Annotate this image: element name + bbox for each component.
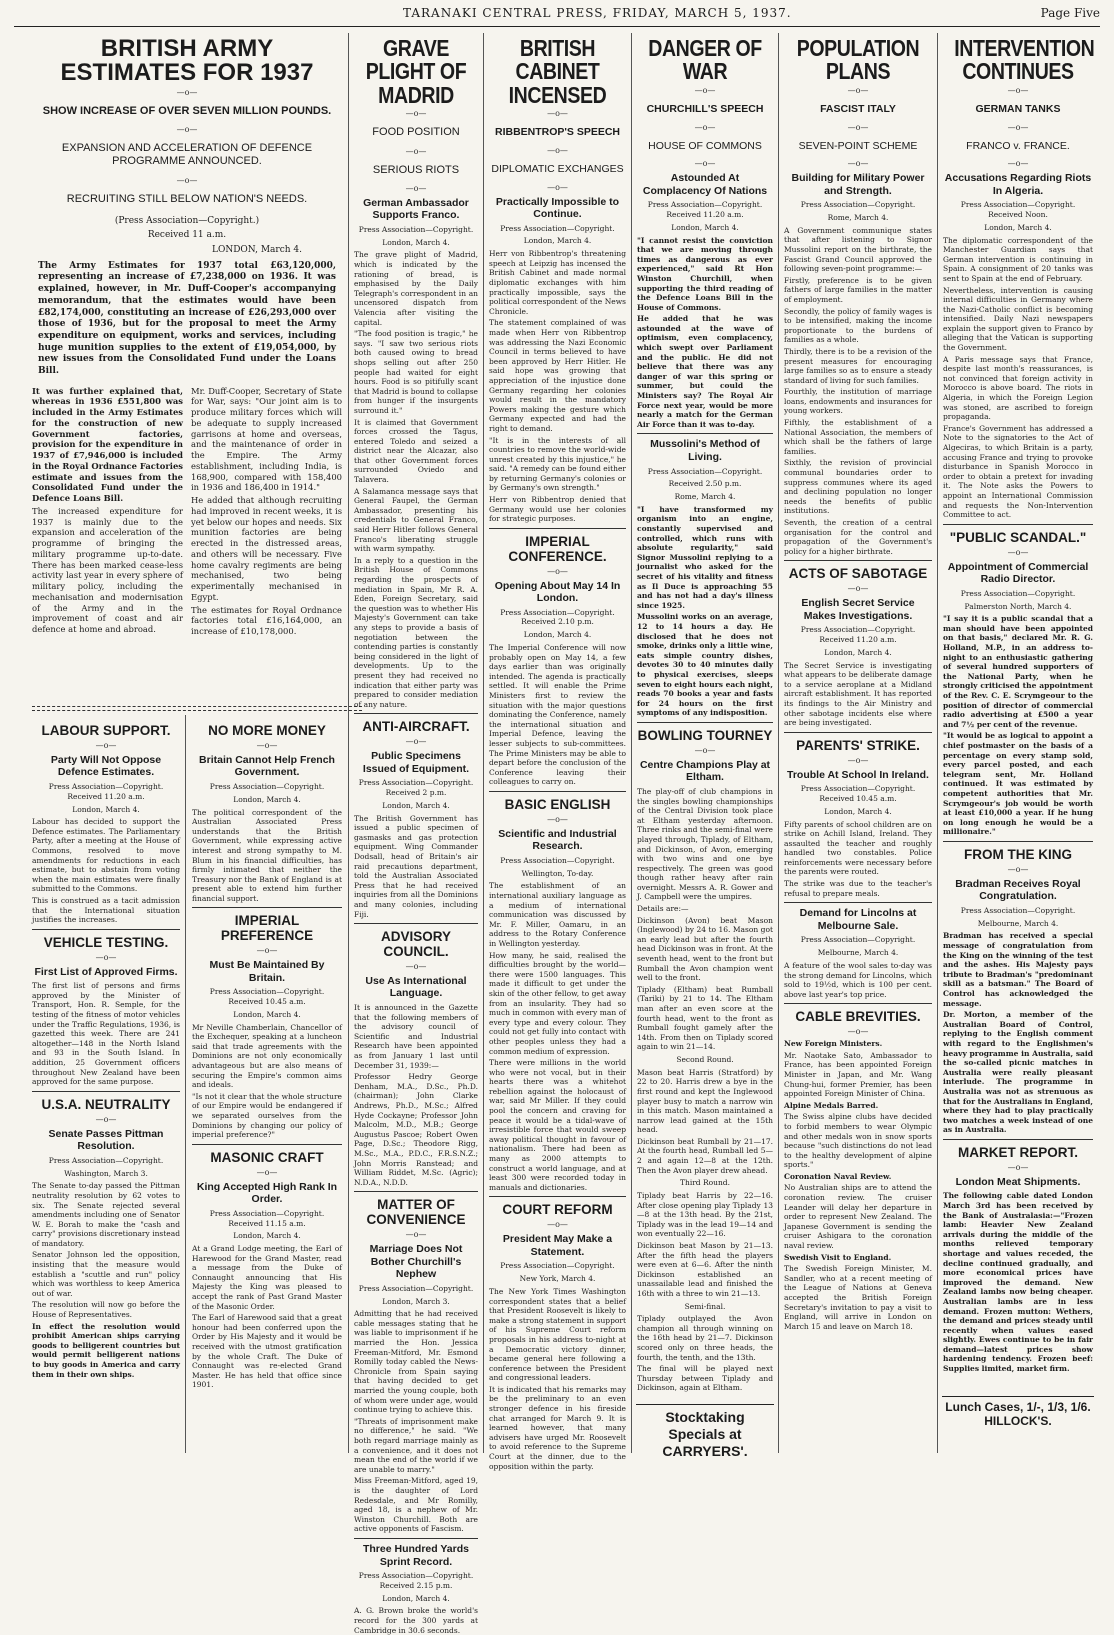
headline: Must Be Maintained By Britain. bbox=[209, 959, 325, 984]
subhead: RIBBENTROP'S SPEECH bbox=[494, 126, 620, 139]
paragraph: "Is not it clear that the whole structure of our Empire would be endangered if we separated ourselves from the Dominions by changing our policy of imperial preference?" bbox=[192, 1091, 342, 1140]
headline: Demand for Lincolns at Melbourne Sale. bbox=[799, 907, 917, 932]
paragraph: The New York Times Washington correspondent states that a belief that President Roosevelt is likely to make a strong statement in support of his Supreme Court reform proposals in his address to-night at a Democratic victory dinner, became general here following a conference between the President and congressional leaders. bbox=[489, 1286, 626, 1383]
kicker: LABOUR SUPPORT. bbox=[41, 723, 171, 738]
paragraph: Professor Hedry George Denham, M.A., D.Sc., Ph.D. (chairman); John Clarke Andrews, Ph.D., M.Sc.; Alfred Hyde Cockayne; Professor John Malcolm, M.D., M.B.; George Augustus Pascoe; Robert Owen Page, D.Sc.; Theodore Rigg, M.Sc., M.A., P.D.C., F.R.S.N.Z.; John Morris Ranstead; and William Riddet, M.Sc. (Agric); N.D.A., N.D.D. bbox=[354, 1072, 478, 1187]
paragraph: This is construed as a tacit admission that the International situation justifies the increases. bbox=[32, 896, 180, 925]
credit: Press Association—Copyright. Received 10.45 a.m. bbox=[800, 784, 916, 803]
brief-title: Coronation Naval Review. bbox=[784, 1171, 892, 1181]
headline: Senate Passes Pittman Resolution. bbox=[48, 1127, 164, 1153]
paragraph: Firstly, preference is to be given fathers of large families in the matter of employment. bbox=[784, 275, 932, 304]
column-1 bbox=[28, 718, 184, 1453]
subhead: Semi-final. bbox=[684, 1301, 726, 1311]
subhead: SEVEN-POINT SCHEME bbox=[798, 139, 918, 152]
paragraph: "I have transformed my organism into an engine, constantly supervised and controlled, which runs with absolute regularity," said Signor Mussolini replying to a journalist who asked for the secret of his vitality and fitness as Il Duce is approaching 55 and has not had a day's illness since 1925. bbox=[637, 504, 773, 610]
paragraph: "The food position is tragic," he says. "I saw two serious riots both caused owing to bread shops selling out after 250 people had waited for eight hours. Food is so pitifully scant that Madrid is bound to collapse from hunger if the insurgents surround it." bbox=[354, 329, 478, 415]
divider: —o— bbox=[847, 159, 869, 169]
paragraph: The statement complained of was made when Herr von Ribbentrop was addressing the Nazi Economic Council in terms believed to have been approved by Herr Hitler. He said hope was growing that appreciation of the injustice done Germany regarding her colonies would result in the mandatory Powers making the gesture which Germany expected and had the right to demand. bbox=[489, 318, 626, 433]
headline: Appointment of Commercial Radio Director. bbox=[947, 560, 1089, 586]
dateline: Rome, March 4. bbox=[827, 213, 889, 223]
dateline: Palmerston North, March 4. bbox=[964, 601, 1072, 611]
paragraph: Miss Freeman-Mitford, aged 19, is the daughter of Lord Redesdale, and Mr Romilly, aged 18, is a nephew of Mr. Winston Churchill. Both are active opponents of Fascism. bbox=[354, 1476, 478, 1534]
credit: Press Association—Copyright. bbox=[960, 588, 1076, 598]
divider: —o— bbox=[405, 183, 427, 193]
paragraph: Mr. Naotake Sato, Ambassador to France, has been appointed Foreign Minister in Japan, and Mr. Wang Chung-hui, former Premier, has been appointed Foreign Minister of China. bbox=[784, 1050, 932, 1099]
headline: President May Make a Statement. bbox=[502, 1233, 613, 1258]
divider: —o— bbox=[547, 109, 568, 119]
dateline: London, March 4. bbox=[233, 1231, 301, 1241]
headline: INTERVENTION CONTINUES bbox=[954, 35, 1095, 85]
kicker: MASONIC CRAFT bbox=[210, 1149, 324, 1165]
kicker: BOWLING TOURNEY bbox=[637, 727, 773, 743]
advertisement bbox=[942, 1396, 1094, 1429]
paragraph: At a Grand Lodge meeting, the Earl of Harewood for the Grand Master, read a message from the Duke of Connaught announcing that His Majesty the King was pleased to accept the rank of Past Grand Master of the Masonic Order. bbox=[192, 1244, 342, 1311]
headline: Use As International Language. bbox=[365, 974, 467, 1000]
divider: —o— bbox=[694, 122, 716, 132]
paragraph: The political correspondent of the Australian Associated Press understands that the British Government, while expressing active interest and strong sympathy to M. Blum in his financial difficulties, has firmly intimated that neither the Treasury nor the Bank of England is at present able to extend him further financial support. bbox=[192, 807, 342, 903]
credit: Press Association—Copyright. Received 2.15 p.m. bbox=[358, 1571, 474, 1590]
paragraph: In a reply to a question in the British House of Commons regarding the prospects of mediation in Spain, Mr R. A. Eden, Foreign Secretary, said the question was to whether His Majesty's Government can take any steps to provide a basis of negotiation between the contending parties is constantly being considered in the light of developments. Up to the present they had received no indication that either party was prepared to consider mediation of any nature. bbox=[354, 555, 478, 709]
paragraph: Mr Neville Chamberlain, Chancellor of the Exchequer, speaking at a luncheon said that trade agreements with the Dominions are not only economically advantageous but are also means of securing the Empire's common aims and ideals. bbox=[192, 1022, 342, 1090]
paragraph: Thirdly, there is to be a revision of the present measures for encouraging large families so as to ensure a steady standard of living for such families. bbox=[784, 346, 932, 385]
paragraph: Dr. Morton, a member of the Australian Board of Control, replying to the English comment with regard to the Englishmen's heavy programme in Australia, said the so-called picnic matches in Australia were really pleasant interlude. The programme in Australia was not as strenuous as that for the Australians in England, where they had to play practically two matches a week instead of one as in Australia. bbox=[943, 1010, 1093, 1135]
headline: King Accepted High Rank In Order. bbox=[196, 1180, 338, 1206]
divider: —o— bbox=[1007, 547, 1029, 557]
paragraph: The establishment of an international auxiliary language as a medium of international communication was discussed by Mr. F. Miller, Oamaru, in an address to the Rotary Conference in Wellington yesterday. bbox=[489, 881, 626, 948]
dateline: London, March 4. bbox=[824, 806, 892, 816]
column-rule bbox=[937, 33, 938, 1453]
paragraph: "Threats of imprisonment make no difference," he said. "We both regard marriage mainly as a convenience, and it does not mean the end of the world if we are unable to marry." bbox=[354, 1416, 478, 1474]
kicker: IMPERIAL PREFERENCE bbox=[220, 913, 314, 944]
paragraph: No Australian ships are to attend the coronation review. The cruiser Leander will delay her departure in order to represent New Zealand. The Japanese Government is sending the cruiser Ashigara to the coronation naval review. bbox=[784, 1183, 932, 1251]
headline: Trouble At School In Ireland. bbox=[787, 768, 929, 781]
paragraph: The first list of persons and firms approved by the Minister of Transport, Hon. R. Semple, for the testing of the fitness of motor vehicles under the Traffic Regulations, 1936, is gazetted this week. There are 241 altogether—148 in the North Island and 93 in the South Island. In addition, 25 Government officers throughout New Zealand have been approved for the same purpose. bbox=[32, 981, 180, 1087]
paragraph: Tiplady outplayed the Avon champion all through winning on the 16th head by 21—7. Dickinson scored only on three heads, the fourth, the tenth, and the 13th. bbox=[637, 1314, 773, 1362]
divider: —o— bbox=[405, 737, 427, 747]
paragraph: The estimates for Royal Ordnance factories total £16,164,000, an increase of £10,178,000. bbox=[191, 604, 342, 637]
credit: Press Association—Copyright. Received 2.10 p.m. bbox=[500, 607, 615, 627]
column-3 bbox=[350, 33, 482, 1635]
paragraph: A Government communique states that after listening to Signor Mussolini report on the birthrate, the Fascist Grand Council approved the following seven-point programme:— bbox=[784, 225, 932, 274]
paragraph: A. G. Brown broke the world's record for the 300 yards at Cambridge in 30.6 seconds. bbox=[354, 1606, 478, 1635]
divider: —o— bbox=[547, 566, 568, 576]
kicker: CABLE BREVITIES. bbox=[795, 1009, 921, 1025]
credit: Press Association—Copyright. bbox=[358, 224, 474, 234]
paragraph: France's Government has addressed a Note to the signatories to the Act of Algeciras, to which Britain is a party, accusing France and trying to provoke disturbance in Spanish Morocco in order to obtain a pretext for invading it. The Note asks the Powers to appoint an International Commission and requests the Non-Intervention Committee to act. bbox=[943, 423, 1093, 520]
divider: —o— bbox=[176, 125, 198, 135]
divider: —o— bbox=[256, 1167, 278, 1177]
brief-title: New Foreign Ministers. bbox=[784, 1039, 883, 1049]
kicker: VEHICLE TESTING. bbox=[43, 934, 169, 950]
kicker: MARKET REPORT. bbox=[957, 1144, 1078, 1160]
paragraph: The Imperial Conference will now probably open on May 14, a few days earlier than was originally intended. The agenda is practically settled. It will enable the Prime Ministers first to review the situation with the major questions dominating the Conference, namely the international situation and Imperial Defence, leaving the lesser subjects to sub-committees. The Prime Ministers may be able to depart before the conclusion of the Conference leaving their colleagues to carry on. bbox=[489, 642, 626, 787]
dateline: London, March 4. bbox=[984, 222, 1052, 232]
advertisement: Stocktaking Specials at CARRYERS'. bbox=[636, 1404, 774, 1459]
paragraph: He added that he was astounded at the wave of optimism, even complacency, which swept over Parliament and the public. He did not believe that there was any danger of war this spring or summer, but could the Ministers say? The Royal Air Force next year, would be more nearly a match for the German Air Force than it was to-day. bbox=[637, 314, 773, 429]
headline: Britain Cannot Help French Government. bbox=[199, 753, 335, 779]
credit: Press Association—Copyright. Received 11.20 a.m. bbox=[48, 782, 164, 801]
paragraph: "I cannot resist the conviction that we are moving through times as dangerous as ever experienced," said Rt Hon Winston Churchill, when supporting the third reading of the Defence Loans Bill in the House of Commons. bbox=[637, 235, 773, 312]
credit: Received 11 a.m. bbox=[147, 230, 227, 241]
paragraph: It was further explained that, whereas in 1936 £551,800 was included in the Army Estimates for the construction of new Government factories, provision for the expenditure in 1937 of £7,946,000 is included in the Royal Ordnance Factories estimate and issues from the Consolidated Fund under the Defence Loans Bill. bbox=[32, 385, 183, 504]
paragraph: Labour has decided to support the Defence estimates. The Parliamentary Party, after a meeting at the House of Commons, resolved to move amendments for reductions in each estimate, but to abstain from voting when the main estimates were finally submitted to the Commons. bbox=[32, 817, 180, 894]
subhead: CHURCHILL'S SPEECH bbox=[646, 102, 764, 115]
divider: —o— bbox=[256, 946, 278, 956]
paragraph: Fourthly, the institution of marriage loans, endowments and insurances for young workers. bbox=[784, 387, 932, 416]
dateline: LONDON, March 4. bbox=[211, 245, 302, 256]
divider: —o— bbox=[847, 584, 869, 594]
dateline: Washington, March 3. bbox=[64, 1168, 148, 1178]
kicker: COURT REFORM bbox=[502, 1202, 613, 1218]
column-4 bbox=[485, 33, 630, 1471]
paragraph: The resolution will now go before the House of Representatives. bbox=[32, 1300, 180, 1320]
credit: Press Association—Copyright. bbox=[500, 223, 615, 233]
paragraph: Bradman has received a special message of congratulation from the King on the winning of the test and the ashes. His Majesty pays tribute to Bradman's "predominant skill as a batsman." The Board of Control has acknowledged the message. bbox=[943, 931, 1093, 1008]
credit: Press Association—Copyright. bbox=[48, 1155, 164, 1165]
paragraph: "It would be as logical to appoint a chief postmaster on the basis of a percentage on every stamp sold, every parcel posted, and each telegram sent, Mr. Holland continued. It was estimated by competent authorities that Mr. Scrymgeour's job would be worth at least £10,000 a year. If he hung on long enough he would be a millionaire." bbox=[943, 731, 1093, 837]
paragraph: Dickinson beat Mason by 21—13. After the fifth head the players were even at 6—6. After the ninth Dickinson established an unassailable lead and finished the 16th with a three to win 21—13. bbox=[637, 1240, 773, 1298]
headline: London Meat Shipments. bbox=[955, 1175, 1081, 1188]
paragraph: He added that although recruiting had improved in recent weeks, it is yet below our hopes and needs. Six munition factories are being erected in the distressed areas, and others will be necessary. Five home cavalry regiments are being mechanised, two being experimentally mechanised in Egypt. bbox=[191, 495, 342, 602]
subhead: FOOD POSITION bbox=[372, 126, 460, 139]
divider: —o— bbox=[176, 175, 198, 185]
divider: —o— bbox=[694, 85, 716, 95]
paragraph: Herr von Ribbentrop denied that Germany would use her colonies for strategic purposes. bbox=[489, 495, 626, 524]
dateline: London, March 4. bbox=[382, 800, 450, 810]
paragraph: It is claimed that Government forces crossed the Tagus, entered Toledo and seized a district near the Alcazar, also that other Government forces surrounded Oviedo and Talavera. bbox=[354, 417, 478, 485]
paragraph: The final will be played next Thursday between Tiplady and Dickinson, again at Eltham. bbox=[637, 1364, 773, 1393]
divider: —o— bbox=[95, 1114, 117, 1124]
kicker: PARENTS' STRIKE. bbox=[796, 737, 920, 753]
kicker: FROM THE KING bbox=[964, 846, 1072, 862]
column-2 bbox=[188, 718, 346, 1453]
headline: GRAVE PLIGHT OF MADRID bbox=[365, 35, 467, 108]
divider: —o— bbox=[1007, 85, 1029, 95]
deck: Practically Impossible to Continue. bbox=[495, 195, 620, 221]
divider: —o— bbox=[847, 755, 869, 765]
paragraph: Dickinson beat Rumball by 21—17. At the fourth head, Rumball led 5—2 and again 12—8 at the 12th. Then the Avon player drew ahead. bbox=[637, 1136, 773, 1175]
paragraph: It is indicated that his remarks may be the preliminary to an even stronger defence in his fireside chat arranged for March 9. It is learned however, that many advisers have urged Mr. Roosevelt to avoid reference to the Supreme Court at the dinner, due to the opposition within the party. bbox=[489, 1384, 626, 1471]
deck: Accusations Regarding Riots In Algeria. bbox=[944, 172, 1092, 197]
paragraph: A feature of the wool sales to-day was the strong demand for Lincolns, which sold to 19½d, which is 100 per cent. above last year's top price. bbox=[784, 960, 932, 999]
paragraph: It is announced in the Gazette that the following members of the advisory council of Scientific and Industrial Research have been appointed as from January 1 last until December 31, 1939:— bbox=[354, 1003, 478, 1070]
ad-text: HILLOCK'S. bbox=[984, 1414, 1052, 1429]
dateline: London, March 4. bbox=[671, 222, 739, 232]
divider: —o— bbox=[405, 109, 427, 119]
divider: —o— bbox=[694, 745, 716, 755]
divider: —o— bbox=[1007, 1162, 1029, 1172]
credit: Press Association—Copyright. bbox=[500, 1261, 615, 1271]
dateline: London, March 3. bbox=[382, 1296, 450, 1306]
credit: Press Association—Copyright. Received 11.15 a.m. bbox=[209, 1208, 325, 1228]
dateline: London, March 4. bbox=[72, 804, 140, 814]
paragraph: Nevertheless, intervention is causing internal difficulties in Germany where the Nazi-Catholic conflict is becoming intensified. Daily Nazi newspapers explain the support given to Franco by alleging that the Vatican is supporting the Government. bbox=[943, 285, 1093, 353]
headline: Opening About May 14 In London. bbox=[494, 579, 621, 605]
dateline: London, March 4. bbox=[233, 1009, 301, 1019]
credit: Press Association—Copyright. Received 10.45 a.m. bbox=[209, 987, 325, 1007]
lead-paragraph: The Army Estimates for 1937 total £63,120,000, representing an increase of £7,238,000 on 1936. It was explained, however, in Mr. Duff-Cooper's accompanying memorandum, that the estimates would have been £82,174,000, constituting an increase of £26,293,000 over those of 1936, but for the proposal to meet the Army expenditure on equipment, works and services, including huge munition supplies to the extent of £19,054,000, by new issues from the Consolidated Fund under the Loans Bill. bbox=[38, 260, 336, 376]
kicker: "PUBLIC SCANDAL." bbox=[949, 529, 1087, 545]
divider: —o— bbox=[694, 159, 716, 169]
headline: English Secret Service Makes Investigations. bbox=[801, 597, 915, 622]
divider: —o— bbox=[405, 961, 427, 971]
headline: BRITISH ARMY ESTIMATES FOR 1937 bbox=[60, 35, 314, 87]
paragraph: Tiplady beat Harris by 22—16. After close opening play Tiplady 13—8 at the 13th head. By the 21st, Tiplady was in the lead 19—14 and won eventually 22—16. bbox=[637, 1191, 773, 1239]
subhead: Second Round. bbox=[676, 1054, 734, 1064]
credit: Press Association—Copyright. bbox=[800, 200, 916, 210]
paragraph: A Salamanca message says that General Faupel, the German Ambassador, presenting his credentials to General Franco, said Herr Hitler follows General Franco's liberating struggle with warm sympathy. bbox=[354, 486, 478, 554]
masthead-rule bbox=[14, 26, 1100, 27]
page-number: Page Five bbox=[1040, 6, 1100, 20]
headline: Public Specimens Issued of Equipment. bbox=[362, 750, 470, 775]
headline: POPULATION PLANS bbox=[796, 35, 920, 85]
dateline: London, March 4. bbox=[523, 236, 592, 246]
masthead-folio: TARANAKI CENTRAL PRESS, FRIDAY, MARCH 5, 1937. bbox=[403, 6, 792, 20]
column-rule bbox=[483, 33, 484, 1453]
paragraph: "I say it is a public scandal that a man should have been appointed on that basis," declared Mr. R. G. Holland, M.P., in an address to-night to an enthusiastic gathering of several hundred supporters of the National Party, when he strongly criticised the appointment of the Rev. C. E. Scrymgeour to the position of director of commercial radio advertising at £500 a year and 7½ per cent of the revenue. bbox=[943, 614, 1093, 729]
subhead: HOUSE OF COMMONS bbox=[648, 139, 762, 152]
credit: Press Association—Copyright. Received Noon. bbox=[960, 200, 1076, 220]
dateline: New York, March 4. bbox=[519, 1274, 596, 1284]
credit: Press Association—Copyright. bbox=[960, 905, 1076, 915]
paragraph: Senator Johnson led the opposition, insisting that the measure would establish a "scuttle and run" policy which was worthless to keep America out of war. bbox=[32, 1250, 180, 1298]
paragraph: Mr. Duff-Cooper, Secretary of State for War, says: "Our joint aim is to produce military forces which will be adequate to supply increased garrisons at home and overseas, and the maintenance of order in the Empire. The Army establishment, including India, is 168,900, compared with 158,400 in 1936 and 186,400 in 1914." bbox=[191, 385, 342, 493]
subhead: FRANCO v. FRANCE. bbox=[966, 139, 1070, 152]
subhead: FASCIST ITALY bbox=[820, 102, 896, 115]
divider: —o— bbox=[1007, 122, 1029, 132]
credit: Press Association—Copyright. Received 11.20 a.m. bbox=[800, 625, 916, 645]
paragraph: The Swedish Foreign Minister, M. Sandler, who at a recent meeting of the League of Nations at Geneva accepted the British Foreign Secretary's invitation to pay a visit to England, will arrive in London on March 15 and leave on March 18. bbox=[784, 1264, 932, 1331]
column-rule bbox=[778, 33, 779, 1453]
headline: Scientific and Industrial Research. bbox=[498, 827, 617, 853]
subhead: SERIOUS RIOTS bbox=[372, 163, 460, 176]
credit: Press Association—Copyright. Received 2 p.m. bbox=[358, 778, 474, 798]
dateline: London, March 4. bbox=[233, 794, 301, 804]
paragraph: Herr von Ribbentrop's threatening speech at Leipzig has incensed the British Cabinet and made normal diplomatic exchanges with him practically impossible, says the political correspondent of the News Chronicle. bbox=[489, 249, 626, 316]
kicker: NO MORE MONEY bbox=[208, 723, 326, 738]
kicker: ANTI-AIRCRAFT. bbox=[362, 719, 470, 735]
paragraph: In effect the resolution would prohibit American ships carrying goods to belligerent countries but would permit belligerent nations to buy goods in America and carry them in their own ships. bbox=[32, 1321, 180, 1379]
divider: —o— bbox=[547, 182, 568, 192]
paragraph: The Swiss alpine clubs have decided to forbid members to wear Olympic and other medals won in snow sports because "such distinctions do not lead to the healthy development of alpine sports." bbox=[784, 1112, 932, 1170]
brief-title: Swedish Visit to England. bbox=[784, 1252, 892, 1262]
paragraph: Seventh, the creation of a central organisation for the control and propagation of the Government's policy for a higher birthrate. bbox=[784, 518, 932, 556]
kicker: U.S.A. NEUTRALITY bbox=[41, 1096, 171, 1112]
paragraph: Dickinson (Avon) beat Mason (Inglewood) by 24 to 16. Mason got an early lead but after the fourth head Dickinson was in front. At the seventh head, went to the front but Rumball the Avon champion went well to the front. bbox=[637, 915, 773, 983]
paragraph: There were millions in the world who were not vocal, but in their hearts there was a whitehot rebellion against the holocaust of war, said Mr Miller. If they could pool the concern and craving for peace it would be a tidal-wave of irresistible force that would sweep away political thought in favour of nationalism. There had been as many as 2000 attempts to construct a world language, and at least 300 were recorded today in manuals and dictionaries. bbox=[489, 1058, 626, 1192]
divider: —o— bbox=[847, 1027, 869, 1037]
credit: (Press Association—Copyright.) bbox=[114, 215, 260, 226]
divider: —o— bbox=[95, 952, 117, 962]
paragraph: Details are:— bbox=[637, 904, 689, 914]
credit: Press Association—Copyright. bbox=[800, 935, 916, 945]
paragraph: Fifthly, the establishment of a National Association, the members of which shall be the fathers of large families. bbox=[784, 418, 932, 456]
subhead: DIPLOMATIC EXCHANGES bbox=[491, 162, 624, 175]
divider: —o— bbox=[1007, 159, 1029, 169]
deck: Building for Military Power and Strength. bbox=[791, 172, 925, 197]
divider: —o— bbox=[547, 814, 568, 824]
deck: German Ambassador Supports Franco. bbox=[363, 196, 469, 222]
credit: Received 2.50 p.m. bbox=[668, 479, 742, 489]
subhead: SHOW INCREASE OF OVER SEVEN MILLION POUNDS. bbox=[42, 104, 332, 117]
subhead: RECRUITING STILL BELOW NATION'S NEEDS. bbox=[66, 192, 308, 205]
paragraph: The British Government has issued a public specimen of gasmasks and gas protection equipment. Wing Commander Dodsall, head of Britain's air raid precautions department, told the Australian Associated Press that he had received inquiries from all the Dominions and many colonies, including Fiji. bbox=[354, 813, 478, 919]
paragraph: The increased expenditure for 1937 is mainly due to the expansion and acceleration of the programme of bringing the military programme up-to-date. There has been marked cease-less activity last year in every sphere of military policy, including the mechanisation and modernisation of the Army and in the improvement of coast and air defence at home and abroad. bbox=[32, 505, 183, 635]
army-estimates-article bbox=[28, 33, 346, 705]
paragraph: The Senate to-day passed the Pittman neutrality resolution by 62 votes to six. The Senate rejected several amendments including one of Senator W. E. Borah to make the "cash and carry" provisions discretionary instead of mandatory. bbox=[32, 1181, 180, 1248]
subhead: GERMAN TANKS bbox=[975, 102, 1061, 115]
kicker: ACTS OF SABOTAGE bbox=[788, 566, 928, 582]
headline: BRITISH CABINET INCENSED bbox=[508, 35, 607, 108]
divider: —o— bbox=[95, 740, 117, 750]
divider: —o— bbox=[405, 146, 427, 156]
divider: —o— bbox=[547, 1220, 568, 1230]
headline: Bradman Receives Royal Congratulation. bbox=[955, 877, 1081, 903]
credit: Press Association—Copyright. bbox=[647, 466, 763, 476]
divider: —o— bbox=[176, 87, 198, 97]
headline: Three Hundred Yards Sprint Record. bbox=[362, 1542, 469, 1568]
dateline: London, March 4. bbox=[824, 647, 892, 657]
headline: DANGER OF WAR bbox=[648, 35, 762, 85]
paragraph: The play-off of club champions in the singles bowling championships of the Central Division took place at Eltham yesterday afternoon. Three rinks and the semi-final were played through, Tiplady, of Eltham, and Dickinson, of Avon, emerging with two wins and one bye respectively. The green was good though rather heavy after rain overnight. Messrs A. R. Gower and J. Campbell were the umpires. bbox=[637, 786, 773, 902]
headline: First List of Approved Firms. bbox=[34, 965, 178, 978]
divider: —o— bbox=[256, 740, 278, 750]
paragraph: The grave plight of Madrid, which is indicated by the rationing of bread, is emphasised by the Daily Telegraph's correspondent in an uncensored dispatch from Valencia after visiting the capital. bbox=[354, 250, 478, 327]
column-rule bbox=[348, 33, 349, 1453]
credit: Press Association—Copyright. bbox=[500, 855, 615, 865]
credit: Press Association—Copyright. Received 11.20 a.m. bbox=[647, 200, 763, 220]
paragraph: Tiplady (Eltham) beat Rumball (Tariki) by 21 to 14. The Eltham man after an even score at the fourth head, went to the front as Rumball fought gamely after the 14th. From then on Tiplady scored again to win 21—14. bbox=[637, 984, 773, 1052]
column-5 bbox=[633, 33, 777, 1453]
headline: Marriage Does Not Bother Churchill's Nephew bbox=[369, 1242, 463, 1281]
paragraph: Secondly, the policy of family wages is to be intensified, making the income proportionate to the burdens of families as a whole. bbox=[784, 306, 932, 345]
paragraph: How many, he said, realised the difficulties brought by the world—there were 1500 languages. This made it difficult to get under the skin of the other fellow, to get away from an insularity. They had so much in common with every man of every type and every colour. They could not get fully into contact with other peoples unless they had a common medium of expression. bbox=[489, 950, 626, 1056]
dateline: London, March 4. bbox=[523, 630, 592, 640]
subhead: Third Round. bbox=[679, 1178, 730, 1188]
dateline: London, March 4. bbox=[382, 237, 450, 247]
paragraph: The strike was due to the teacher's refusal to prepare meals. bbox=[784, 879, 932, 898]
dateline: Rome, March 4. bbox=[674, 492, 736, 502]
paragraph: Fifty parents of school children are on strike on Achill Island, Ireland. They assaulted the teacher and roughly handled two constables. Police reinforcements were necessary before the parents were routed. bbox=[784, 819, 932, 877]
column-rule bbox=[185, 715, 186, 1453]
column-6 bbox=[780, 33, 936, 1453]
paragraph: Mason beat Harris (Stratford) by 22 to 20. Harris drew a bye in the first round and kept the Inglewood player busy to match a narrow win in this match. Mason maintained a narrow lead gained at the 15th head. bbox=[637, 1067, 773, 1135]
divider: —o— bbox=[847, 122, 869, 132]
paragraph: A Paris message says that France, despite last month's reassurances, is not convinced that foreign activity in Morocco is above board. The riots in Algeria, in which the Foreign Legion was stoned, are ascribed to foreign propaganda. bbox=[943, 354, 1093, 422]
headline: Party Will Not Oppose Defence Estimates. bbox=[50, 753, 162, 779]
paragraph: The following cable dated London March 3rd has been received by the Bank of Australasia:—"Frozen lamb: Heavier New Zealand arrivals during the middle of the months relieved temporary shortage and values receded, the decline continued gradually, and more economical prices have improved the demand. New Zealand lambs now being cheaper. Australian lambs are in less demand. Frozen mutton: Wethers, the demand and prices steady until recently when values eased slightly. Ewes continue to be in fair demand—latest prices show hardening tendency. Frozen beef: Supplies limited, market firm. bbox=[943, 1191, 1093, 1374]
deck: Astounded At Complacency Of Nations bbox=[642, 172, 768, 197]
kicker: ADVISORY COUNCIL. bbox=[380, 929, 451, 959]
paragraph: The Earl of Harewood said that a great honour had been conferred upon the Order by His Majesty and it would be received with the utmost gratification by the whole Craft. The Duke of Connaught was re-elected Grand Master. He has held that office since 1901. bbox=[192, 1313, 342, 1390]
paragraph: The diplomatic correspondent of the Manchester Guardian says that German intervention is continuing in Spain. A consignment of 20 tanks was sent to Spain at the end of February. bbox=[943, 235, 1093, 283]
divider: —o— bbox=[1007, 864, 1029, 874]
divider: —o— bbox=[547, 145, 568, 155]
paragraph: Admitting that he had received cable messages stating that he was liable to imprisonment if he married the Hon. Jessica Freeman-Mitford, Mr. Esmond Romilly today cabled the News-Chronicle from Spain saying that having decided to get married the young couple, both of whom were under age, would continue trying to achieve this. bbox=[354, 1309, 478, 1415]
paragraph: Mussolini works on an average, 12 to 14 hours a day. He disclosed that he does not smoke, drinks only a little wine, eats simple country dishes, devotes 30 to 40 minutes daily to physical exercises, sleeps seven to eight hours each night, reads 70 books a year and fasts for 24 hours on the first symptoms of any indisposition. bbox=[637, 612, 773, 718]
credit: Press Association—Copyright. bbox=[358, 1283, 474, 1293]
dateline: London, March 4. bbox=[382, 1593, 450, 1603]
paragraph: "It is in the interests of all countries to remove the world-wide unrest created by this injustice," he said. "A remedy can be found either by returning Germany's colonies or by Germany's own strength." bbox=[489, 435, 626, 493]
section-border bbox=[32, 706, 362, 711]
headline: Centre Champions Play at Eltham. bbox=[639, 758, 771, 784]
dateline: Melbourne, March 4. bbox=[977, 918, 1059, 928]
divider: —o— bbox=[847, 85, 869, 95]
divider: —o— bbox=[405, 1229, 427, 1239]
subhead: EXPANSION AND ACCELERATION OF DEFENCE PROGRAMME ANNOUNCED. bbox=[61, 142, 313, 168]
headline: Mussolini's Method of Living. bbox=[650, 438, 760, 463]
kicker: BASIC ENGLISH bbox=[504, 796, 611, 812]
paragraph: The Secret Service is investigating what appears to be deliberate damage to a service aeroplane at a Midland aircraft establishment. It has reported its findings to the Air Ministry and other sabotage incidents else where are being investigated. bbox=[784, 660, 932, 728]
ad-text: Lunch Cases, 1/-, 1/3, 1/6. bbox=[945, 1400, 1091, 1414]
paragraph: Sixthly, the revision of provincial communal boundaries order to suppress communes where its aged and declining population no longer needs the benefits of public institutions. bbox=[784, 458, 932, 516]
dateline: Melbourne, March 4. bbox=[817, 948, 899, 958]
dateline: Wellington, To-day. bbox=[521, 868, 594, 878]
column-rule bbox=[631, 33, 632, 1453]
column-7 bbox=[939, 33, 1097, 1453]
kicker: MATTER OF CONVENIENCE bbox=[366, 1197, 466, 1228]
kicker: IMPERIAL CONFERENCE. bbox=[508, 533, 607, 564]
brief-title: Alpine Medals Barred. bbox=[784, 1100, 879, 1110]
credit: Press Association—Copyright. bbox=[209, 782, 325, 792]
